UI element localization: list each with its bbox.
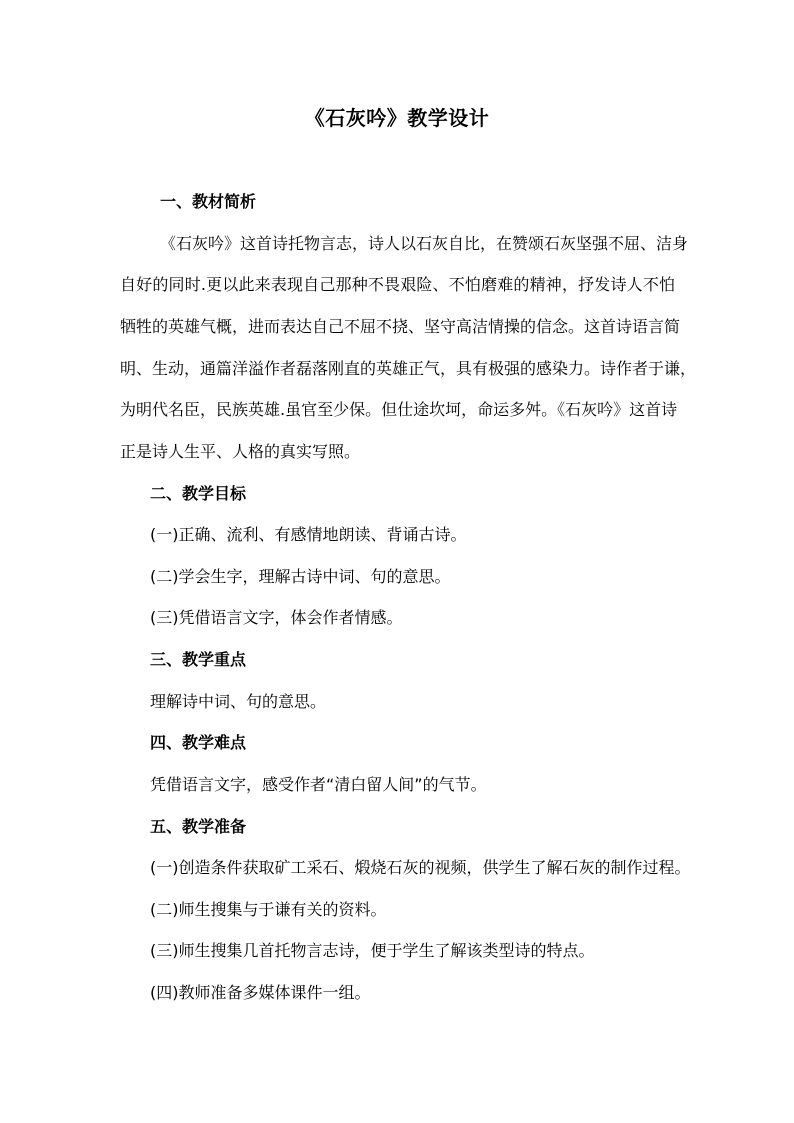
section-heading-key-points: 三、教学重点 bbox=[150, 650, 247, 669]
page-title: 《石灰吟》教学设计 bbox=[304, 106, 490, 130]
paragraph-line: 自好的同时.更以此来表现自己那种不畏艰险、不怕磨难的精神，抒发诗人不怕 bbox=[120, 275, 675, 294]
list-item: (四)教师准备多媒体课件一组。 bbox=[150, 983, 371, 1002]
list-item: (三)凭借语言文字，体会作者情感。 bbox=[150, 608, 403, 627]
section-heading-preparation: 五、教学准备 bbox=[150, 817, 247, 836]
list-item: (二)学会生字，理解古诗中词、句的意思。 bbox=[150, 567, 451, 586]
paragraph-line: 为明代名臣，民族英雄.虽官至少保。但仕途坎坷，命运多舛。《石灰吟》这首诗 bbox=[120, 400, 678, 419]
paragraph-line: 明、生动，通篇洋溢作者磊落刚直的英雄正气，具有极强的感染力。诗作者于谦， bbox=[120, 359, 697, 378]
list-item: 凭借语言文字，感受作者“清白留人间”的气节。 bbox=[150, 775, 487, 794]
list-item: (一)创造条件获取矿工采石、煅烧石灰的视频，供学生了解石灰的制作过程。 bbox=[150, 858, 691, 877]
list-item: (三)师生搜集几首托物言志诗，便于学生了解该类型诗的特点。 bbox=[150, 941, 595, 960]
list-item: (二)师生搜集与于谦有关的资料。 bbox=[150, 900, 387, 919]
list-item: (一)正确、流利、有感情地朗读、背诵古诗。 bbox=[150, 525, 467, 544]
paragraph-line: 《石灰吟》这首诗托物言志，诗人以石灰自比，在赞颂石灰坚强不屈、洁身 bbox=[160, 234, 689, 253]
section-heading-difficulties: 四、教学难点 bbox=[150, 733, 247, 752]
section-heading-objectives: 二、教学目标 bbox=[150, 484, 247, 503]
list-item: 理解诗中词、句的意思。 bbox=[150, 692, 327, 711]
paragraph-line: 牺牲的英雄气概，进而表达自己不屈不挠、坚守高洁情操的信念。这首诗语言简 bbox=[120, 317, 681, 336]
paragraph-line: 正是诗人生平、人格的真实写照。 bbox=[120, 442, 361, 461]
section-heading-analysis: 一、教材简析 bbox=[160, 192, 257, 211]
